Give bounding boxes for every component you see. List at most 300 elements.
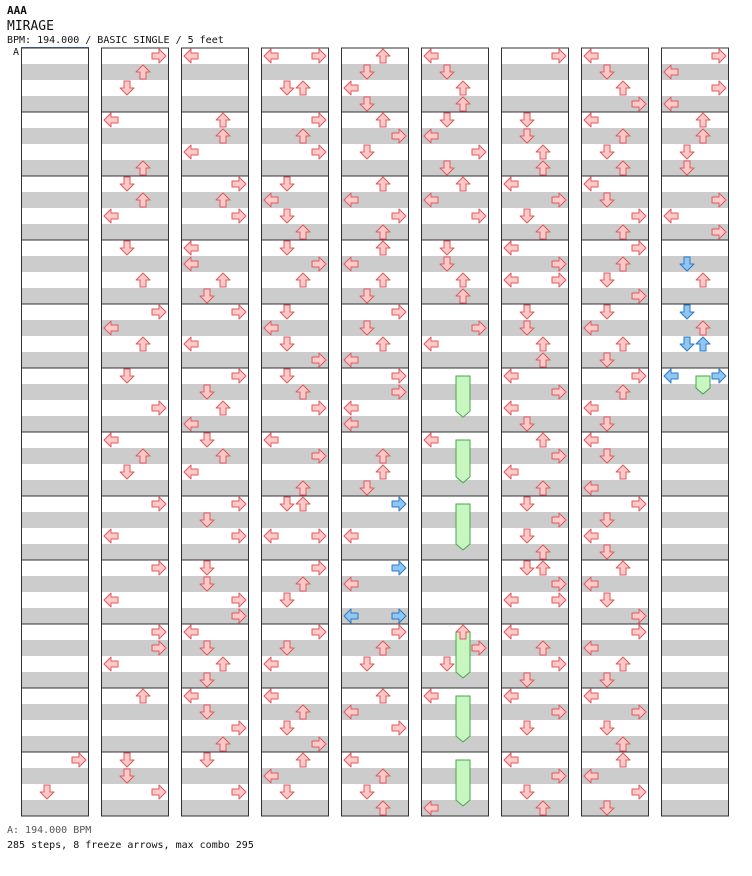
beat-stripe — [661, 128, 729, 144]
step-arrow-icon — [264, 49, 278, 63]
beat-stripe — [341, 96, 409, 112]
beat-stripe — [261, 512, 329, 528]
beat-stripe — [341, 544, 409, 560]
beat-stripe — [421, 224, 489, 240]
beat-stripe — [581, 512, 649, 528]
step-arrow-icon — [104, 113, 118, 127]
step-arrow-icon — [312, 49, 326, 63]
step-arrow-icon — [280, 81, 294, 95]
beat-stripe — [501, 96, 569, 112]
beat-stripe — [501, 128, 569, 144]
chart-column — [21, 48, 89, 816]
beat-stripe — [661, 736, 729, 752]
beat-stripe — [581, 672, 649, 688]
beat-stripe — [421, 480, 489, 496]
beat-stripe — [501, 480, 569, 496]
beat-stripe — [421, 256, 489, 272]
step-arrow-icon — [104, 657, 118, 671]
beat-stripe — [101, 352, 169, 368]
step-arrow-icon — [344, 81, 358, 95]
step-arrow-icon — [552, 657, 566, 671]
beat-stripe — [581, 128, 649, 144]
step-arrow-icon — [152, 401, 166, 415]
beat-stripe — [261, 640, 329, 656]
step-arrow-icon — [552, 49, 566, 63]
step-arrow-icon — [536, 433, 550, 447]
beat-stripe — [501, 224, 569, 240]
beat-stripe — [21, 608, 89, 624]
step-arrow-icon — [680, 145, 694, 159]
beat-stripe — [101, 416, 169, 432]
step-arrow-icon — [216, 113, 230, 127]
step-arrow-icon — [152, 785, 166, 799]
beat-stripe — [21, 224, 89, 240]
step-arrow-icon — [392, 625, 406, 639]
beat-stripe — [341, 800, 409, 816]
beat-stripe — [21, 256, 89, 272]
shock-arrow-icon — [696, 337, 710, 351]
step-arrow-icon — [632, 241, 646, 255]
step-arrow-icon — [584, 177, 598, 191]
beat-stripe — [661, 416, 729, 432]
beat-stripe — [261, 96, 329, 112]
step-arrow-icon — [152, 305, 166, 319]
beat-stripe — [261, 672, 329, 688]
beat-stripe — [341, 672, 409, 688]
step-arrow-icon — [440, 241, 454, 255]
beat-stripe — [421, 736, 489, 752]
beat-stripe — [101, 384, 169, 400]
beat-stripe — [101, 544, 169, 560]
step-arrow-icon — [616, 753, 630, 767]
beat-stripe — [21, 480, 89, 496]
step-arrow-icon — [152, 497, 166, 511]
step-arrow-icon — [280, 721, 294, 735]
beat-stripe — [661, 512, 729, 528]
step-arrow-icon — [280, 305, 294, 319]
beat-stripe — [501, 64, 569, 80]
beat-stripe — [581, 192, 649, 208]
beat-stripe — [181, 640, 249, 656]
beat-stripe — [181, 352, 249, 368]
step-arrow-icon — [312, 401, 326, 415]
beat-stripe — [181, 800, 249, 816]
beat-stripe — [421, 512, 489, 528]
step-arrow-icon — [504, 753, 518, 767]
step-arrow-icon — [520, 529, 534, 543]
beat-stripe — [181, 768, 249, 784]
step-arrow-icon — [104, 593, 118, 607]
step-arrow-icon — [232, 721, 246, 735]
beat-stripe — [21, 160, 89, 176]
beat-stripe — [21, 800, 89, 816]
beat-stripe — [181, 96, 249, 112]
beat-stripe — [421, 352, 489, 368]
step-arrow-icon — [216, 401, 230, 415]
step-arrow-icon — [456, 273, 470, 287]
step-arrow-icon — [616, 81, 630, 95]
beat-stripe — [661, 480, 729, 496]
beat-stripe — [421, 448, 489, 464]
step-arrow-icon — [424, 337, 438, 351]
beat-stripe — [421, 672, 489, 688]
beat-stripe — [581, 160, 649, 176]
step-arrow-icon — [504, 241, 518, 255]
step-arrow-icon — [440, 113, 454, 127]
freeze-arrow — [456, 696, 470, 742]
beat-stripe — [581, 416, 649, 432]
beat-stripe — [501, 736, 569, 752]
step-arrow-icon — [296, 753, 310, 767]
beat-stripe — [21, 288, 89, 304]
step-arrow-icon — [120, 369, 134, 383]
beat-stripe — [661, 576, 729, 592]
beat-stripe — [341, 320, 409, 336]
beat-stripe — [581, 736, 649, 752]
step-arrow-icon — [360, 145, 374, 159]
step-arrow-icon — [424, 689, 438, 703]
shock-arrow-icon — [392, 497, 406, 511]
step-arrow-icon — [136, 273, 150, 287]
step-arrow-icon — [440, 657, 454, 671]
beat-stripe — [21, 352, 89, 368]
step-arrow-icon — [584, 401, 598, 415]
step-arrow-icon — [280, 785, 294, 799]
step-arrow-icon — [280, 177, 294, 191]
beat-stripe — [501, 416, 569, 432]
chart-column — [341, 48, 409, 816]
step-arrow-icon — [504, 465, 518, 479]
step-arrow-icon — [296, 273, 310, 287]
beat-stripe — [21, 64, 89, 80]
step-arrow-icon — [472, 145, 486, 159]
step-arrow-icon — [552, 593, 566, 607]
beat-stripe — [181, 224, 249, 240]
beat-stripe — [581, 256, 649, 272]
step-arrow-icon — [184, 689, 198, 703]
bpm-legend: A: 194.000 BPM — [7, 825, 92, 836]
beat-stripe — [341, 736, 409, 752]
beat-stripe — [101, 704, 169, 720]
beat-stripe — [181, 288, 249, 304]
beat-stripe — [181, 512, 249, 528]
step-arrow-icon — [376, 337, 390, 351]
step-arrow-icon — [504, 401, 518, 415]
beat-stripe — [261, 544, 329, 560]
beat-stripe — [21, 768, 89, 784]
beat-stripe — [661, 544, 729, 560]
beat-stripe — [661, 608, 729, 624]
step-arrow-icon — [632, 625, 646, 639]
beat-stripe — [21, 704, 89, 720]
beat-stripe — [341, 768, 409, 784]
step-arrow-icon — [232, 785, 246, 799]
beat-stripe — [261, 480, 329, 496]
beat-stripe — [101, 736, 169, 752]
step-arrow-icon — [472, 209, 486, 223]
shock-arrow-icon — [712, 369, 726, 383]
beat-stripe — [101, 608, 169, 624]
beat-stripe — [341, 512, 409, 528]
beat-stripe — [341, 448, 409, 464]
beat-stripe — [261, 128, 329, 144]
step-arrow-icon — [616, 465, 630, 479]
beat-stripe — [101, 768, 169, 784]
beat-stripe — [181, 576, 249, 592]
step-arrow-icon — [536, 337, 550, 351]
step-arrow-icon — [504, 177, 518, 191]
beat-stripe — [421, 544, 489, 560]
beat-stripe — [101, 576, 169, 592]
beat-stripe — [501, 160, 569, 176]
step-arrow-icon — [232, 497, 246, 511]
step-arrow-icon — [456, 81, 470, 95]
step-arrow-icon — [392, 369, 406, 383]
step-arrow-icon — [632, 497, 646, 511]
beat-stripe — [101, 512, 169, 528]
beat-stripe — [21, 96, 89, 112]
step-arrow-icon — [120, 177, 134, 191]
beat-stripe — [181, 448, 249, 464]
beat-stripe — [421, 768, 489, 784]
step-arrow-icon — [712, 49, 726, 63]
step-arrow-icon — [312, 625, 326, 639]
step-arrow-icon — [152, 625, 166, 639]
step-arrow-icon — [232, 177, 246, 191]
step-arrow-icon — [120, 241, 134, 255]
beat-stripe — [581, 384, 649, 400]
step-arrow-icon — [280, 241, 294, 255]
step-arrow-icon — [552, 273, 566, 287]
beat-stripe — [21, 384, 89, 400]
step-arrow-icon — [120, 81, 134, 95]
beat-stripe — [101, 256, 169, 272]
step-arrow-icon — [216, 657, 230, 671]
beat-stripe — [101, 96, 169, 112]
beat-stripe — [581, 64, 649, 80]
step-arrow-icon — [264, 657, 278, 671]
shock-arrow-icon — [680, 305, 694, 319]
beat-stripe — [101, 128, 169, 144]
beat-stripe — [501, 640, 569, 656]
step-arrow-icon — [232, 369, 246, 383]
beat-stripe — [181, 320, 249, 336]
beat-stripe — [181, 544, 249, 560]
chart-column — [101, 48, 169, 816]
beat-stripe — [581, 544, 649, 560]
beat-stripe — [661, 672, 729, 688]
step-arrow-icon — [392, 305, 406, 319]
beat-stripe — [501, 608, 569, 624]
step-arrow-icon — [184, 465, 198, 479]
step-arrow-icon — [584, 433, 598, 447]
beat-stripe — [101, 448, 169, 464]
step-arrow-icon — [376, 465, 390, 479]
step-arrow-icon — [696, 273, 710, 287]
beat-stripe — [501, 800, 569, 816]
beat-stripe — [421, 64, 489, 80]
beat-stripe — [501, 672, 569, 688]
beat-stripe — [261, 576, 329, 592]
beat-stripe — [261, 416, 329, 432]
beat-stripe — [661, 448, 729, 464]
beat-stripe — [181, 736, 249, 752]
beat-stripe — [101, 800, 169, 816]
step-arrow-icon — [520, 113, 534, 127]
beat-stripe — [181, 192, 249, 208]
beat-stripe — [581, 448, 649, 464]
step-arrow-icon — [392, 209, 406, 223]
step-arrow-icon — [584, 49, 598, 63]
step-arrow-icon — [616, 337, 630, 351]
beat-stripe — [581, 800, 649, 816]
freeze-arrow — [456, 376, 470, 417]
step-arrow-icon — [536, 561, 550, 575]
step-arrow-icon — [600, 593, 614, 607]
beat-stripe — [341, 160, 409, 176]
step-arrow-icon — [376, 49, 390, 63]
beat-stripe — [341, 288, 409, 304]
beat-stripe — [101, 480, 169, 496]
step-arrow-icon — [360, 785, 374, 799]
step-arrow-icon — [280, 497, 294, 511]
beat-stripe — [261, 384, 329, 400]
beat-stripe — [181, 64, 249, 80]
step-arrow-icon — [504, 625, 518, 639]
step-arrow-icon — [120, 465, 134, 479]
beat-stripe — [661, 256, 729, 272]
beat-stripe — [21, 544, 89, 560]
beat-stripe — [261, 608, 329, 624]
step-arrow-icon — [584, 529, 598, 543]
beat-stripe — [101, 160, 169, 176]
step-arrow-icon — [424, 433, 438, 447]
beat-stripe — [21, 448, 89, 464]
step-arrow-icon — [232, 593, 246, 607]
step-arrow-icon — [264, 689, 278, 703]
beat-stripe — [501, 352, 569, 368]
freeze-arrow — [456, 504, 470, 550]
beat-stripe — [21, 640, 89, 656]
beat-stripe — [341, 224, 409, 240]
step-arrow-icon — [120, 753, 134, 767]
beat-stripe — [421, 704, 489, 720]
step-arrow-icon — [104, 529, 118, 543]
step-arrow-icon — [632, 209, 646, 223]
step-arrow-icon — [520, 785, 534, 799]
step-arrow-icon — [312, 529, 326, 543]
step-arrow-icon — [504, 593, 518, 607]
step-arrow-icon — [296, 497, 310, 511]
step-arrow-icon — [344, 401, 358, 415]
step-arrow-icon — [376, 177, 390, 191]
step-arrow-icon — [296, 81, 310, 95]
beat-stripe — [21, 416, 89, 432]
step-arrow-icon — [216, 273, 230, 287]
step-arrow-icon — [184, 145, 198, 159]
beat-stripe — [261, 224, 329, 240]
step-arrow-icon — [40, 785, 54, 799]
step-arrow-icon — [280, 337, 294, 351]
step-arrow-icon — [152, 49, 166, 63]
beat-stripe — [261, 800, 329, 816]
beat-stripe — [21, 576, 89, 592]
beat-stripe — [181, 128, 249, 144]
step-arrow-icon — [456, 177, 470, 191]
beat-stripe — [421, 416, 489, 432]
beat-stripe — [501, 320, 569, 336]
step-arrow-icon — [632, 785, 646, 799]
beat-stripe — [341, 64, 409, 80]
beat-stripe — [661, 704, 729, 720]
freeze-arrow — [456, 760, 470, 806]
step-arrow-icon — [104, 209, 118, 223]
beat-stripe — [181, 704, 249, 720]
step-arrow-icon — [504, 369, 518, 383]
beat-stripe — [421, 96, 489, 112]
step-arrow-icon — [136, 337, 150, 351]
step-arrow-icon — [312, 145, 326, 159]
step-arrow-icon — [184, 241, 198, 255]
step-arrow-icon — [520, 209, 534, 223]
beat-stripe — [181, 672, 249, 688]
artist-name: AAA — [7, 4, 27, 17]
step-arrow-icon — [392, 721, 406, 735]
beat-stripe — [421, 608, 489, 624]
shock-arrow-icon — [392, 561, 406, 575]
beat-stripe — [581, 352, 649, 368]
beat-stripe — [661, 384, 729, 400]
beat-stripe — [261, 160, 329, 176]
step-arrow-icon — [232, 529, 246, 543]
beat-stripe — [261, 288, 329, 304]
step-arrow-icon — [584, 113, 598, 127]
beat-stripe — [261, 704, 329, 720]
step-arrow-icon — [520, 497, 534, 511]
step-arrow-icon — [72, 753, 86, 767]
freeze-arrow — [456, 440, 470, 483]
step-arrow-icon — [600, 721, 614, 735]
step-arrow-icon — [616, 561, 630, 575]
step-arrow-icon — [520, 721, 534, 735]
beat-stripe — [341, 480, 409, 496]
step-arrow-icon — [520, 561, 534, 575]
beat-stripe — [181, 160, 249, 176]
step-arrow-icon — [104, 433, 118, 447]
step-arrow-icon — [696, 113, 710, 127]
step-arrow-icon — [424, 49, 438, 63]
step-arrow-icon — [184, 49, 198, 63]
step-arrow-icon — [376, 241, 390, 255]
beat-stripe — [421, 384, 489, 400]
beat-stripe — [501, 288, 569, 304]
step-arrow-icon — [312, 113, 326, 127]
beat-stripe — [261, 64, 329, 80]
step-arrow-icon — [200, 753, 214, 767]
step-arrow-icon — [264, 529, 278, 543]
step-arrow-icon — [376, 689, 390, 703]
step-arrow-icon — [536, 145, 550, 159]
beat-stripe — [101, 288, 169, 304]
shock-arrow-icon — [680, 337, 694, 351]
song-title: MIRAGE — [7, 19, 54, 34]
step-arrow-icon — [344, 753, 358, 767]
beat-stripe — [661, 320, 729, 336]
step-arrow-icon — [200, 433, 214, 447]
beat-stripe — [421, 160, 489, 176]
beat-stripe — [21, 512, 89, 528]
step-arrow-icon — [280, 369, 294, 383]
